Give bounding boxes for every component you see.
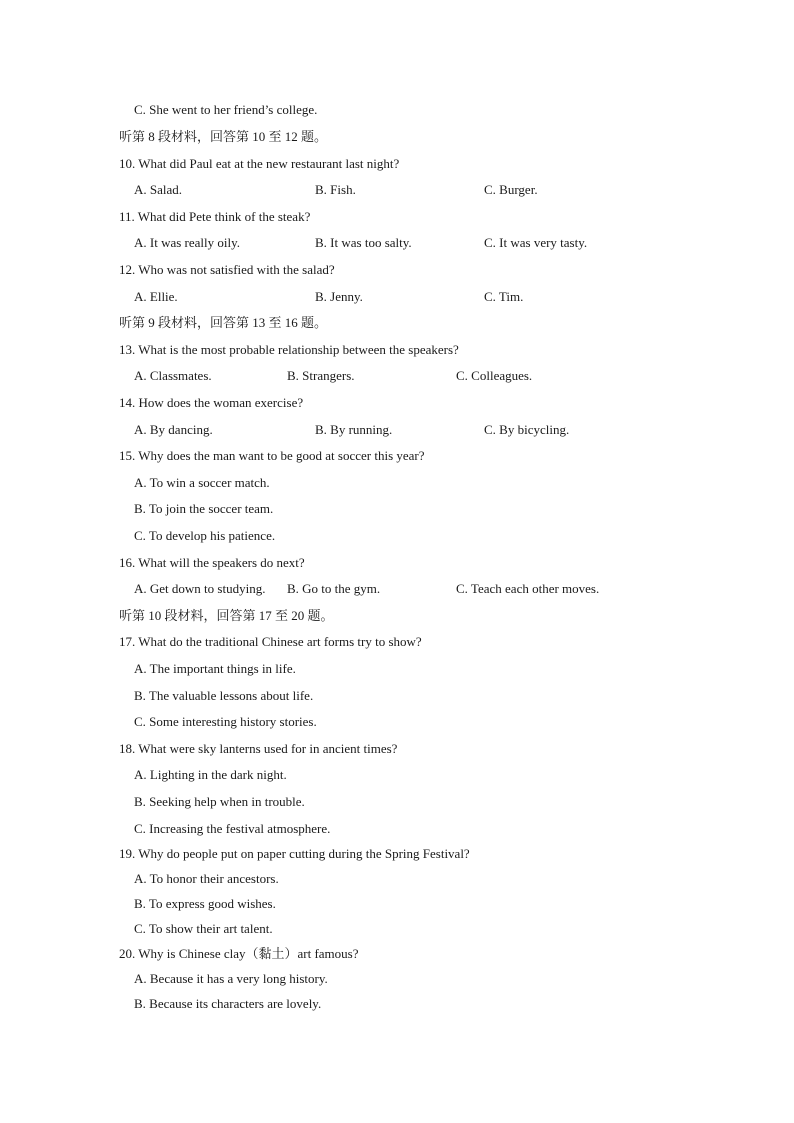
question-11: 11. What did Pete think of the steak? xyxy=(119,209,311,224)
question-13: 13. What is the most probable relationship between the speakers? xyxy=(119,342,459,357)
question-10: 10. What did Paul eat at the new restaurant last night? xyxy=(119,156,400,171)
option-12a: A. Ellie. xyxy=(134,289,178,304)
option-11a: A. It was really oily. xyxy=(134,235,241,250)
option-13c: C. Colleagues. xyxy=(456,368,533,383)
option-10c: C. Burger. xyxy=(484,182,538,197)
question-18: 18. What were sky lanterns used for in ancient times? xyxy=(119,741,398,756)
option-12c: C. Tim. xyxy=(484,289,524,304)
option-16b: B. Go to the gym. xyxy=(287,581,381,596)
option-10b: B. Fish. xyxy=(315,182,356,197)
option-14a: A. By dancing. xyxy=(134,422,213,437)
option-14b: B. By running. xyxy=(315,422,393,437)
option-10a: A. Salad. xyxy=(134,182,183,197)
option-17b: B. The valuable lessons about life. xyxy=(134,688,314,703)
option-9c: C. She went to her friend’s college. xyxy=(134,102,318,117)
question-14: 14. How does the woman exercise? xyxy=(119,395,304,410)
option-15c: C. To develop his patience. xyxy=(134,528,276,543)
question-12: 12. Who was not satisfied with the salad? xyxy=(119,262,335,277)
option-18b: B. Seeking help when in trouble. xyxy=(134,794,305,809)
option-18c: C. Increasing the festival atmosphere. xyxy=(134,821,331,836)
option-18a: A. Lighting in the dark night. xyxy=(134,767,287,782)
option-19c: C. To show their art talent. xyxy=(134,921,273,936)
option-15b: B. To join the soccer team. xyxy=(134,501,274,516)
option-20a: A. Because it has a very long history. xyxy=(134,971,328,986)
section-9-header: 听第 9 段材料，回答第 13 至 16 题。 xyxy=(119,315,328,330)
option-17a: A. The important things in life. xyxy=(134,661,296,676)
option-15a: A. To win a soccer match. xyxy=(134,475,270,490)
option-11c: C. It was very tasty. xyxy=(484,235,588,250)
question-16: 16. What will the speakers do next? xyxy=(119,555,305,570)
option-16a: A. Get down to studying. xyxy=(134,581,266,596)
option-16c: C. Teach each other moves. xyxy=(456,581,600,596)
question-15: 15. Why does the man want to be good at soccer this year? xyxy=(119,448,425,463)
option-11b: B. It was too salty. xyxy=(315,235,412,250)
option-19b: B. To express good wishes. xyxy=(134,896,276,911)
option-13a: A. Classmates. xyxy=(134,368,212,383)
section-8-header: 听第 8 段材料，回答第 10 至 12 题。 xyxy=(119,129,328,144)
option-13b: B. Strangers. xyxy=(287,368,355,383)
question-17: 17. What do the traditional Chinese art forms try to show? xyxy=(119,634,422,649)
section-10-header: 听第 10 段材料，回答第 17 至 20 题。 xyxy=(119,608,334,623)
question-20: 20. Why is Chinese clay（黏土）art famous? xyxy=(119,946,359,961)
option-17c: C. Some interesting history stories. xyxy=(134,714,317,729)
option-19a: A. To honor their ancestors. xyxy=(134,871,279,886)
option-12b: B. Jenny. xyxy=(315,289,363,304)
question-19: 19. Why do people put on paper cutting during the Spring Festival? xyxy=(119,846,470,861)
option-14c: C. By bicycling. xyxy=(484,422,570,437)
option-20b: B. Because its characters are lovely. xyxy=(134,996,322,1011)
